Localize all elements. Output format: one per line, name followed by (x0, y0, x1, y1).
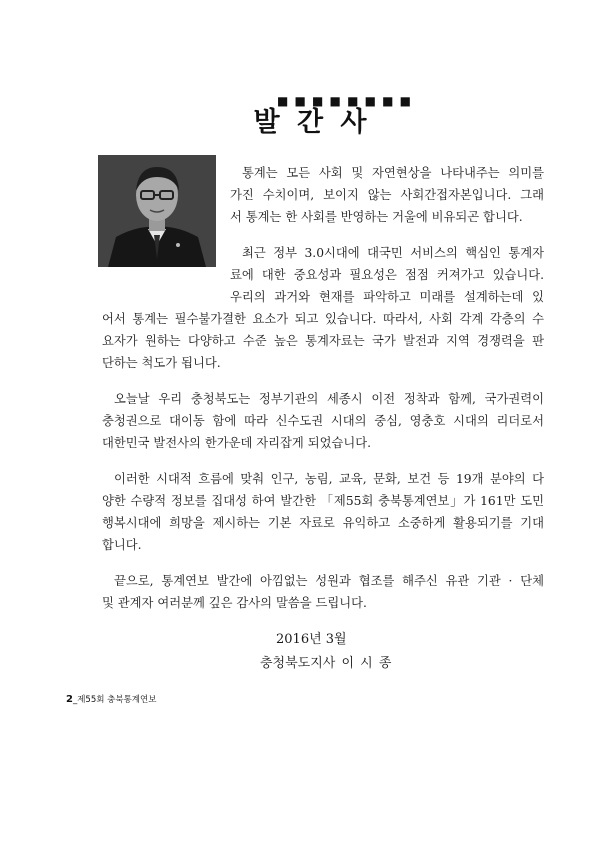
text-line: 충청권으로 대이동 함에 따라 신수도권 시대의 중심, 영충호 시대의 리더로서 (102, 414, 544, 428)
foreword-body (102, 162, 544, 628)
page-title: 발 간 사 (253, 107, 367, 138)
text-line: 료에 대한 중요성과 필요성은 점점 커져가고 있습니다. (230, 268, 544, 282)
text-line: 합니다. (102, 538, 142, 552)
page-number: 2 (66, 694, 73, 705)
publication-date: 2016년 3월 (276, 632, 347, 647)
text-line: 이러한 시대적 흐름에 맞춰 인구, 농림, 교육, 문화, 보건 등 19개 분야의 다 (114, 472, 544, 486)
text-line: 행복시대에 희망을 제시하는 기본 자료로 유익하고 소중하게 활용되기를 기대 (102, 516, 544, 530)
page-footer (66, 693, 156, 705)
text-line: 대한민국 발전사의 한가운데 자리잡게 되었습니다. (102, 436, 371, 450)
text-line: 오늘날 우리 충청북도는 정부기관의 세종시 이전 정착과 함께, 국가권력이 (114, 392, 544, 406)
text-line: 끝으로, 통계연보 발간에 아낌없는 성원과 협조를 해주신 유관 기관 · 단체 (114, 574, 544, 588)
text-line: 및 관계자 여러분께 깊은 감사의 말씀을 드립니다. (102, 596, 367, 610)
text-line: 최근 정부 3.0시대에 대국민 서비스의 핵심인 통계자 (242, 246, 544, 260)
text-line: 단하는 척도가 됩니다. (102, 356, 221, 370)
publication-name: _제55회 충북통계연보 (72, 695, 157, 705)
text-line: 가진 수치이며, 보이지 않는 사회간접자본입니다. 그래 (230, 188, 544, 202)
text-line: 요자가 원하는 다양하고 수준 높은 통계자료는 국가 발전과 지역 경쟁력을 판 (102, 334, 544, 348)
signature-line: 충청북도지사 이 시 종 (260, 656, 392, 671)
title-ornament: ■ ■ ■ ■ ■ ■ ■ ■ (277, 94, 412, 108)
text-line: 통계는 모든 사회 및 자연현상을 나타내주는 의미를 (242, 166, 544, 180)
text-line: 어서 통계는 필수불가결한 요소가 되고 있습니다. 따라서, 사회 각계 각층의 수 (102, 312, 544, 326)
paragraph (230, 162, 544, 228)
paragraph (102, 468, 544, 556)
paragraph (102, 388, 544, 454)
text-line: 우리의 과거와 현재를 파악하고 미래를 설계하는데 있 (230, 290, 544, 304)
text-line: 서 통계는 한 사회를 반영하는 거울에 비유되곤 합니다. (230, 210, 523, 224)
paragraph (102, 570, 544, 614)
text-line: 양한 수량적 정보를 집대성 하여 발간한 「제55회 충북통계연보」가 161만 도민 (102, 494, 544, 508)
paragraph (102, 242, 544, 374)
